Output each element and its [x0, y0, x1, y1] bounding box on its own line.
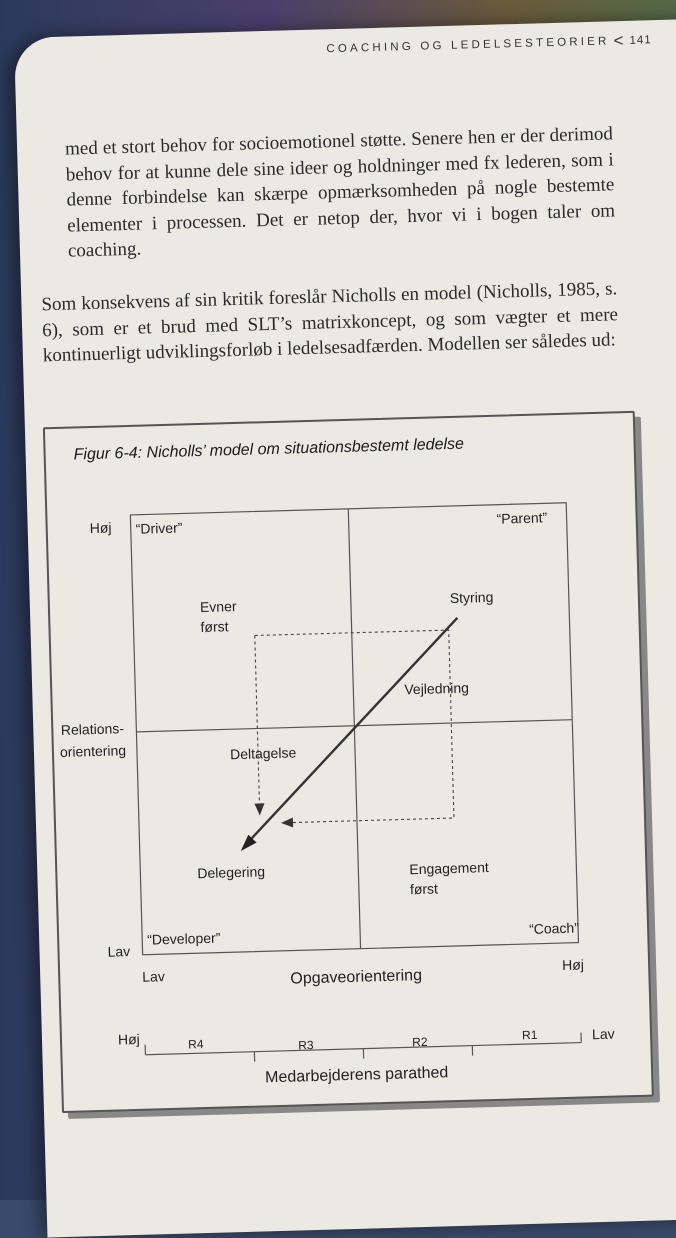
scale-r3: R3	[298, 1038, 314, 1052]
scale-high-label: Høj	[118, 1031, 140, 1048]
label-engagement-forst-line-1: Engagement	[409, 859, 489, 877]
scale-low-label: Lav	[592, 1026, 615, 1043]
y-axis-title	[59, 717, 126, 763]
y-axis-low-label: Lav	[107, 943, 130, 960]
dashed-arrowhead-down	[254, 803, 264, 815]
running-header	[326, 30, 652, 59]
scale-title: Medarbejderens parathed	[265, 1064, 449, 1087]
header-title: COACHING OG LEDELSESTEORIER	[326, 35, 609, 55]
label-engagement-forst-line-2: først	[410, 880, 438, 897]
y-axis-high-label: Høj	[89, 519, 111, 536]
quadrant-corner-coach: “Coach”	[529, 920, 579, 937]
figure-title: Figur 6-4: Nicholls’ model om situationsbestemt ledelse	[73, 436, 464, 465]
x-axis-low-label: Lav	[142, 968, 165, 985]
quadrant-corner-parent: “Parent”	[496, 509, 547, 526]
label-vejledning: Vejledning	[404, 680, 469, 698]
x-axis-high-label: Høj	[562, 956, 584, 973]
label-styring: Styring	[450, 589, 494, 606]
header-arrow-icon: <	[613, 31, 623, 51]
label-delegering: Delegering	[197, 863, 265, 881]
dashed-arrowhead-left	[281, 818, 293, 828]
figure-diagram	[45, 413, 652, 1111]
scale-r4: R4	[188, 1037, 204, 1051]
label-engagement-forst	[409, 857, 489, 899]
scale-r2: R2	[412, 1035, 428, 1049]
label-evner-forst-line-2: først	[200, 618, 228, 635]
x-axis-title: Opgaveorientering	[290, 967, 422, 989]
quadrant-corner-developer: “Developer”	[147, 930, 221, 948]
scale-r1: R1	[522, 1028, 538, 1042]
quadrant-corner-driver: “Driver”	[136, 519, 183, 536]
paragraph-1: med et stort behov for socioemotionel støtte. Senere hen er der derimod behov for at kunne dele sine ideer og holdninger med fx lederen, som i denne forbindelse kan skærpe opmærksomheden på nogle bestemte elementer i processen. Det er netop der, hvor vi i bogen taler om coaching.	[65, 121, 616, 264]
book-page	[14, 18, 676, 1237]
label-evner-forst	[200, 596, 238, 637]
paragraph-2: Som konsekvens af sin kritik foreslår Nicholls en model (Nicholls, 1985, s. 6), som er et brud med SLT’s matrixkoncept, og som vægter et mere kontinuerligt udviklingsforløb i ledelsesadfærden. Modellen ser således ud:	[41, 276, 619, 369]
development-path-dashed-left	[255, 636, 260, 806]
y-axis-title-line-2: orientering	[60, 742, 127, 760]
label-deltagelse: Deltagelse	[230, 744, 297, 762]
figure-box	[43, 411, 654, 1113]
y-axis-title-line-1: Relations-	[61, 720, 124, 738]
page-number: 141	[629, 34, 652, 47]
label-evner-forst-line-1: Evner	[200, 598, 237, 615]
